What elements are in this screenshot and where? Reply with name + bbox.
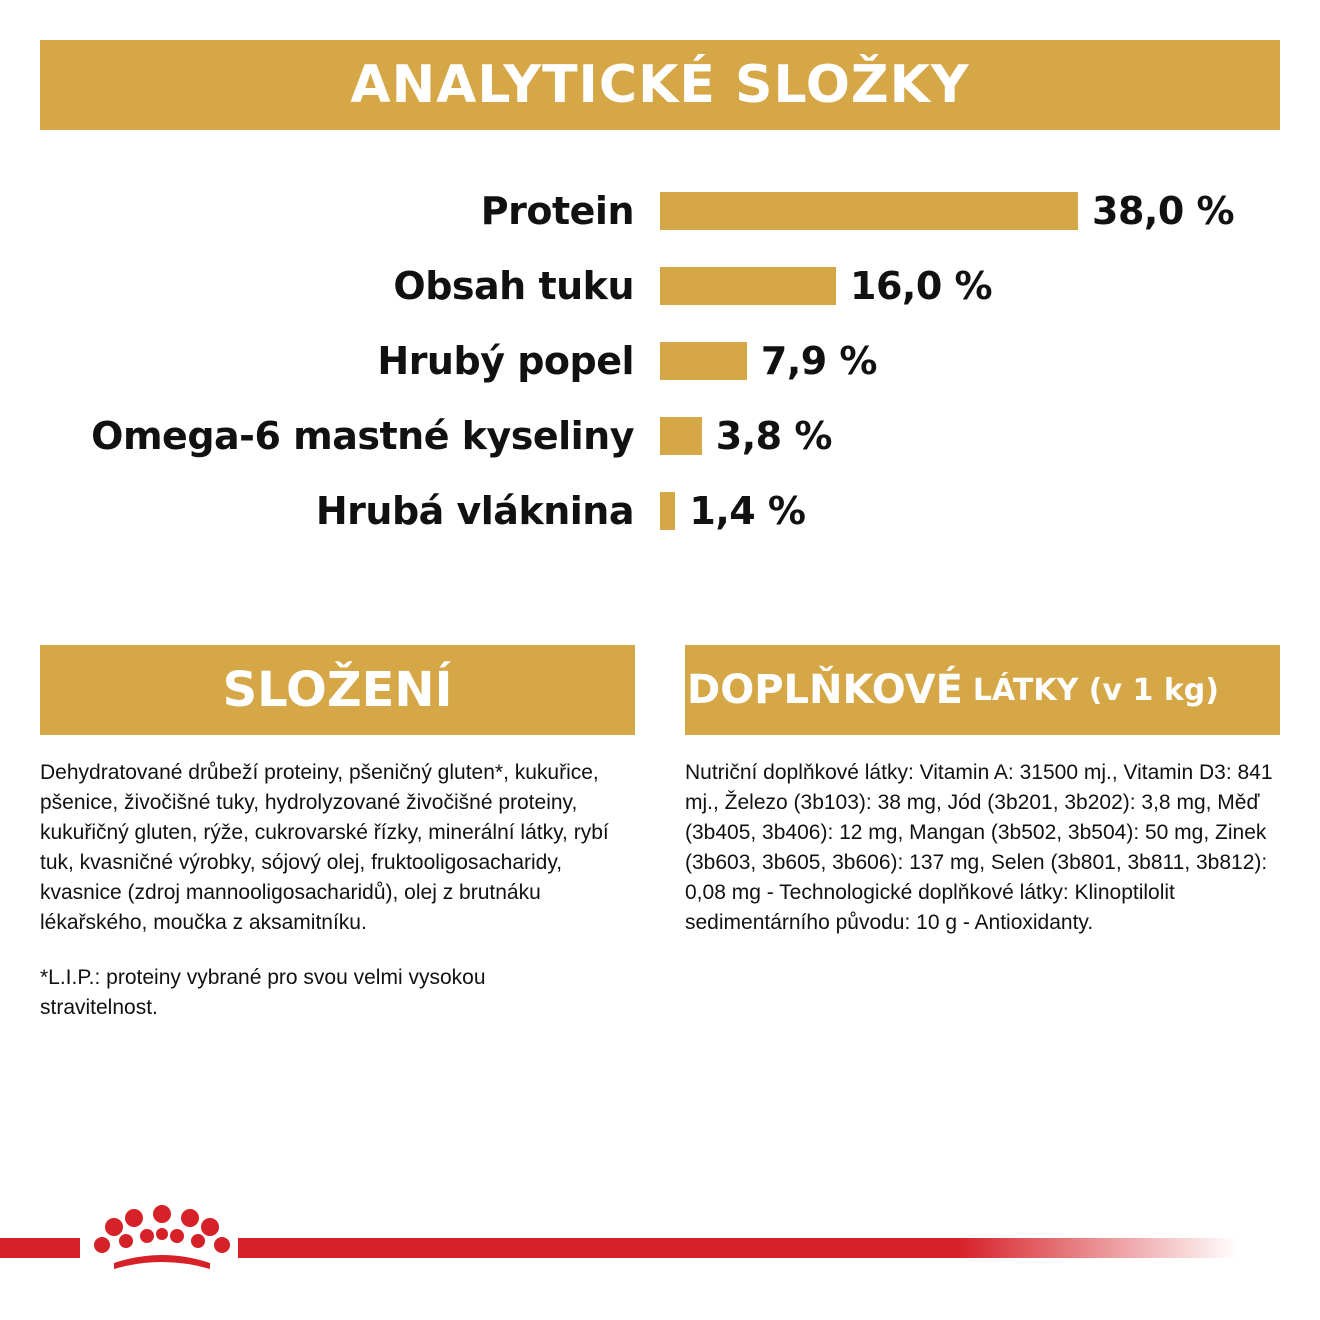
chart-value-label: 3,8 %	[715, 414, 832, 458]
chart-row	[0, 411, 1320, 461]
additives-title-main: DOPLŇKOVÉ	[687, 667, 963, 713]
footer-red-line-right	[238, 1238, 1238, 1258]
additives-title-small: LÁTKY (v 1 kg)	[972, 672, 1219, 708]
chart-value-label: 16,0 %	[850, 264, 993, 308]
chart-row	[0, 486, 1320, 536]
chart-bar	[660, 192, 1078, 230]
chart-value-label: 38,0 %	[1092, 189, 1235, 233]
additives-text: Nutriční doplňkové látky: Vitamin A: 31500 mj., Vitamin D3: 841 mj., Železo (3b103): 38 mg, Jód (3b201, 3b202): 3,8 mg, Měď (3b405, 3b406): 12 mg, Mangan (3b502, 3b504): 50 mg, Zinek (3b603, 3b605, 3b606): 137 mg, Selen (3b801, 3b811, 3b812): 0,08 mg - Technologické doplňkové látky: Klinoptilolit sedimentárního původu: 10 g - Antioxidanty.	[685, 761, 1273, 934]
analytics-title-banner	[40, 40, 1280, 130]
chart-bar	[660, 342, 747, 380]
chart-row	[0, 336, 1320, 386]
chart-category-label: Hrubý popel	[377, 339, 634, 383]
chart-category-label: Hrubá vláknina	[315, 489, 634, 533]
additives-title-banner	[685, 645, 1280, 735]
composition-title-banner	[40, 645, 635, 735]
chart-row	[0, 186, 1320, 236]
chart-bar	[660, 267, 836, 305]
chart-value-label: 1,4 %	[689, 489, 806, 533]
composition-text: Dehydratované drůbeží proteiny, pšeničný gluten*, kukuřice, pšenice, živočišné tuky, hydrolyzované živočišné proteiny, kukuřičný gluten, rýže, cukrovarské řízky, minerální látky, rybí tuk, kvasničné výrobky, sójový olej, fruktooligosacharidy, kvasnice (zdroj mannooligosacharidů), olej z brutnáku lékařského, moučka z aksamitníku.	[40, 761, 609, 934]
royal-canin-crown-icon	[92, 1205, 232, 1285]
chart-value-label: 7,9 %	[760, 339, 878, 383]
analytics-title: ANALYTICKÉ SLOŽKY	[350, 55, 970, 115]
composition-title: SLOŽENÍ	[222, 662, 453, 718]
chart-row	[0, 261, 1320, 311]
footer-red-line-left	[0, 1238, 80, 1258]
chart-category-label: Obsah tuku	[393, 264, 634, 308]
chart-bar	[660, 417, 702, 455]
chart-bar	[660, 492, 675, 530]
chart-category-label: Omega-6 mastné kyseliny	[91, 414, 634, 458]
chart-category-label: Protein	[480, 189, 634, 233]
composition-footnote: *L.I.P.: proteiny vybrané pro svou velmi vysokou stravitelnost.	[40, 966, 486, 1019]
